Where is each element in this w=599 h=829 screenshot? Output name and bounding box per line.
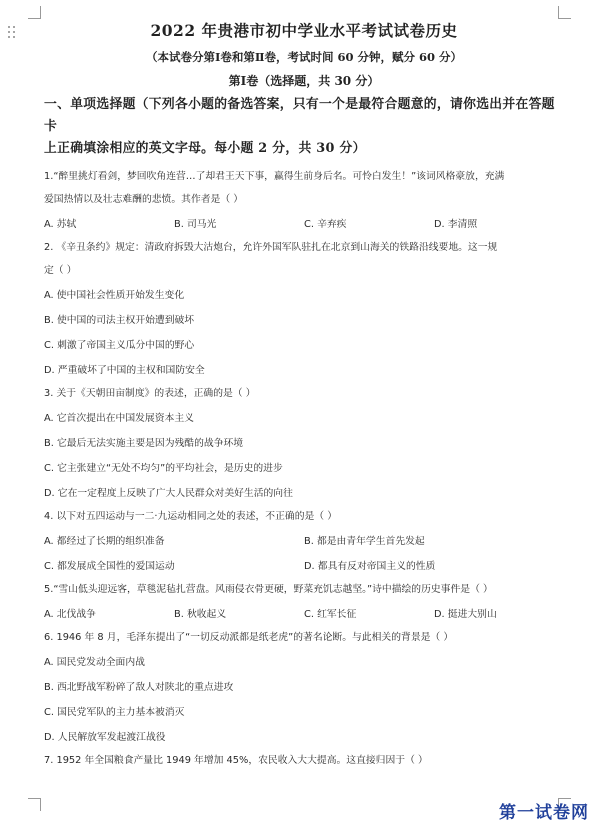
question-7 — [44, 754, 564, 767]
document-body — [44, 20, 564, 767]
option-b: B. 西北野战军粉碎了敌人对陕北的重点进攻 — [44, 682, 234, 693]
question-2-stem-line1: 2. 《辛丑条约》规定：清政府拆毁大沽炮台，允许外国军队驻扎在北京到山海关的铁路沿线要地。这一规 — [44, 242, 498, 253]
question-3-stem: 3. 关于《天朝田亩制度》的表述，正确的是（ ） — [44, 388, 256, 399]
question-2 — [44, 241, 564, 377]
question-2-stem-line2: 定（ ） — [44, 265, 77, 276]
option-c: C. 刺激了帝国主义瓜分中国的野心 — [44, 340, 195, 351]
option-b: B. 都是由青年学生首先发起 — [304, 536, 425, 547]
section1-heading — [44, 94, 564, 160]
option-c: C. 红军长征 — [304, 609, 357, 620]
part1-title: 第Ⅰ卷（选择题，共 30 分） — [228, 74, 380, 88]
question-6 — [44, 631, 564, 744]
option-a: A. 北伐战争 — [44, 609, 96, 620]
option-b: B. 使中国的司法主权开始遭到破坏 — [44, 315, 195, 326]
option-c: C. 辛弃疾 — [304, 219, 347, 230]
option-b: B. 它最后无法实施主要是因为残酷的战争环境 — [44, 438, 244, 449]
option-d: D. 人民解放军发起渡江战役 — [44, 732, 166, 743]
option-c: C. 国民党军队的主力基本被消灭 — [44, 707, 185, 718]
option-d: D. 它在一定程度上反映了广大人民群众对美好生活的向往 — [44, 488, 293, 499]
section1-heading-line2: 上正确填涂相应的英文字母。每小题 2 分，共 30 分） — [44, 141, 366, 156]
question-4-options-row2 — [44, 560, 564, 573]
question-3 — [44, 387, 564, 500]
option-c: C. 它主张建立“无处不均匀”的平均社会，是历史的进步 — [44, 463, 283, 474]
option-a: A. 都经过了长期的组织准备 — [44, 536, 165, 547]
option-c: C. 都发展成全国性的爱国运动 — [44, 561, 175, 572]
option-a: A. 国民党发动全面内战 — [44, 657, 145, 668]
section1-heading-line1: 一、单项选择题（下列各小题的备选答案，只有一个是最符合题意的，请你选出并在答题卡 — [44, 97, 555, 134]
option-d: D. 都具有反对帝国主义的性质 — [304, 561, 436, 572]
question-6-stem: 6. 1946 年 8 月，毛泽东提出了“一切反动派都是纸老虎”的著名论断。与此相关的背景是（ ） — [44, 632, 454, 643]
option-a: A. 使中国社会性质开始发生变化 — [44, 290, 185, 301]
option-b: B. 司马光 — [174, 219, 217, 230]
crop-mark-top-left — [28, 6, 41, 19]
crop-mark-bottom-left — [28, 798, 41, 811]
question-1 — [44, 170, 564, 231]
question-4-options-row1 — [44, 535, 564, 548]
question-4 — [44, 510, 564, 573]
exam-subtitle: （本试卷分第Ⅰ卷和第Ⅱ卷，考试时间 60 分钟，赋分 60 分） — [145, 50, 463, 64]
question-1-stem-line2: 爱国热情以及壮志难酬的悲愤。其作者是（ ） — [44, 194, 244, 205]
question-7-stem: 7. 1952 年全国粮食产量比 1949 年增加 45%，农民收入大大提高。这直接归因于（ ） — [44, 755, 428, 766]
site-logo: 第一试卷网 — [499, 803, 589, 823]
option-d: D. 李清照 — [434, 219, 478, 230]
crop-mark-top-right — [558, 6, 571, 19]
option-a: A. 苏轼 — [44, 219, 77, 230]
option-d: D. 严重破坏了中国的主权和国防安全 — [44, 365, 205, 376]
exam-title: 2022 年贵港市初中学业水平考试试卷历史 — [150, 21, 458, 40]
question-1-options — [44, 218, 564, 231]
drag-handle-icon[interactable] — [8, 26, 18, 38]
question-1-stem-line1: 1.“醉里挑灯看剑，梦回吹角连营…了却君王天下事，赢得生前身后名。可怜白发生！”该词风格豪放，充满 — [44, 171, 505, 182]
question-5 — [44, 583, 564, 621]
option-a: A. 它首次提出在中国发展资本主义 — [44, 413, 194, 424]
option-d: D. 挺进大别山 — [434, 609, 497, 620]
question-4-stem: 4. 以下对五四运动与一二·九运动相同之处的表述，不正确的是（ ） — [44, 511, 338, 522]
question-5-stem: 5.“雪山低头迎远客，草毯泥毡扎营盘。风雨侵衣骨更硬，野菜充饥志越坚。”诗中描绘的历史事件是（ ） — [44, 584, 493, 595]
option-b: B. 秋收起义 — [174, 609, 227, 620]
question-5-options — [44, 608, 564, 621]
